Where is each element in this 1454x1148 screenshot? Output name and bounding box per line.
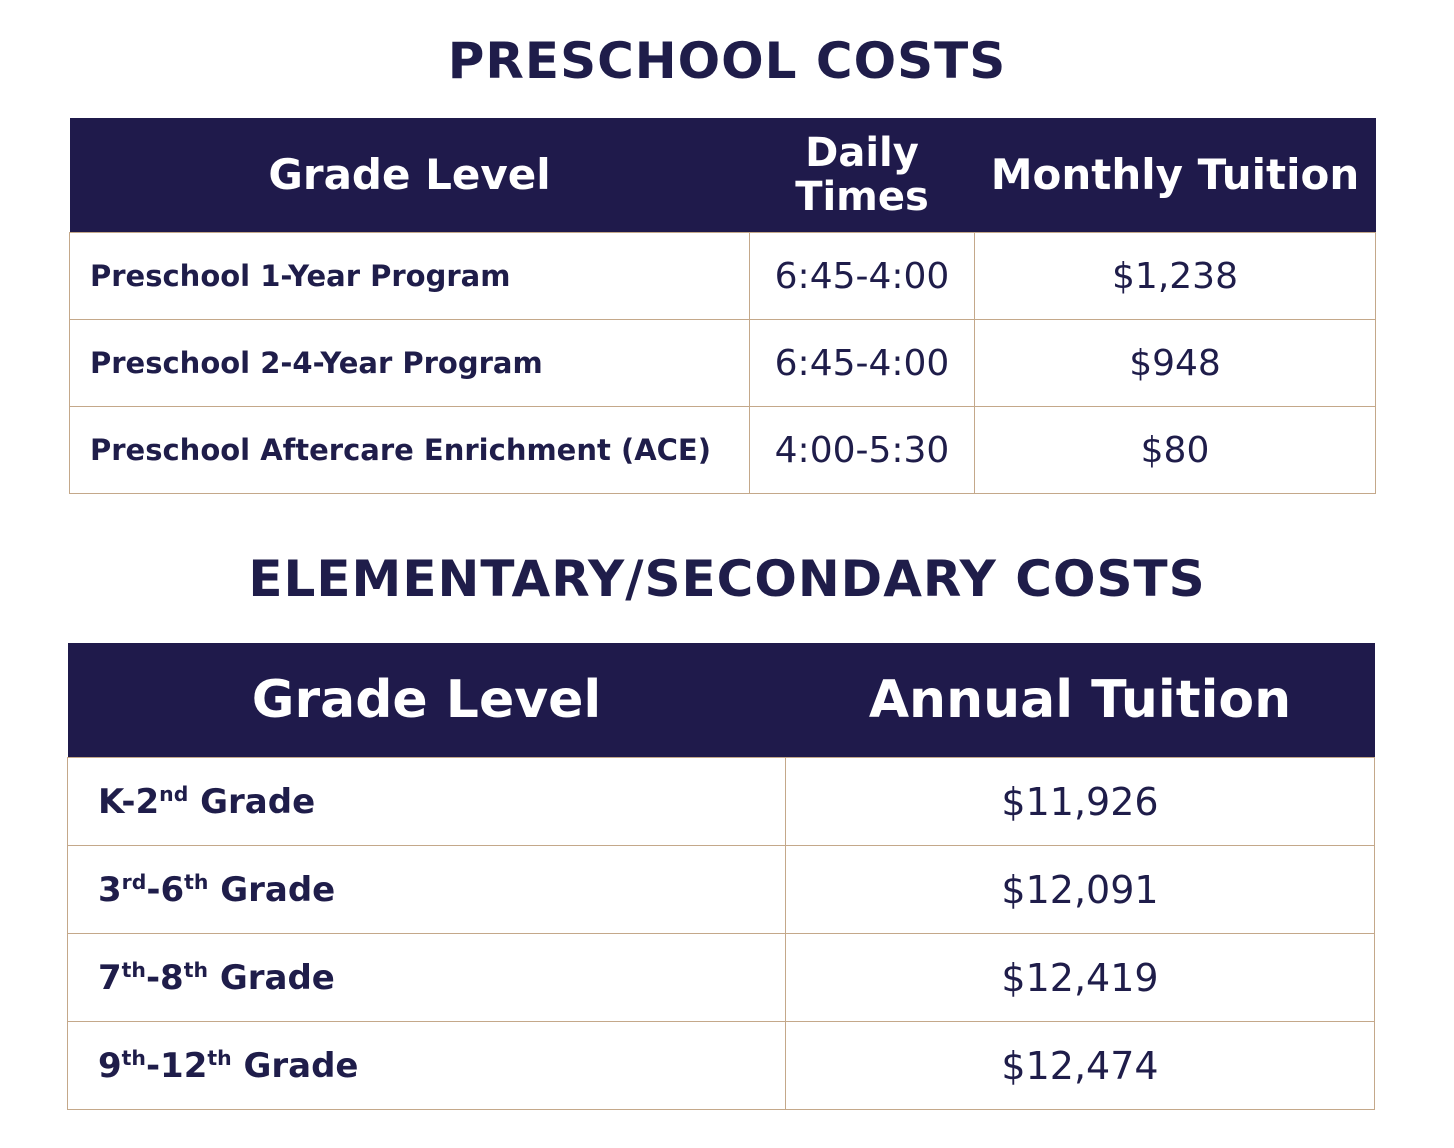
table-row bbox=[70, 233, 1376, 320]
annual-tuition: $12,091 bbox=[786, 846, 1375, 934]
grade-start-ordinal: th bbox=[121, 1045, 146, 1070]
daily-times: 6:45-4:00 bbox=[750, 320, 975, 407]
grade-suffix: Grade bbox=[188, 781, 316, 822]
annual-tuition: $11,926 bbox=[786, 758, 1375, 846]
grade-end-ordinal: th bbox=[183, 957, 208, 982]
annual-tuition: $12,474 bbox=[786, 1022, 1375, 1110]
grade-start-ordinal: rd bbox=[121, 869, 147, 894]
preschool-costs-table bbox=[69, 118, 1376, 494]
monthly-tuition: $80 bbox=[975, 407, 1376, 494]
table-row bbox=[70, 320, 1376, 407]
daily-times-header-line2: Times bbox=[795, 174, 929, 220]
grade-end: -6 bbox=[146, 869, 185, 910]
grade-start: 7 bbox=[98, 957, 122, 998]
program-name: Preschool 1-Year Program bbox=[70, 233, 750, 320]
table-row bbox=[68, 1022, 1375, 1110]
grade-suffix: Grade bbox=[231, 1045, 359, 1086]
grade-range bbox=[68, 846, 786, 934]
grade-start: K-2 bbox=[98, 781, 160, 822]
grade-suffix: Grade bbox=[208, 869, 336, 910]
grade-end: -12 bbox=[145, 1045, 208, 1086]
grade-range bbox=[68, 758, 786, 846]
grade-start-ordinal: th bbox=[121, 957, 146, 982]
grade-level-header: Grade Level bbox=[70, 118, 750, 233]
daily-times-header bbox=[750, 118, 975, 233]
elementary-secondary-costs-title: ELEMENTARY/SECONDARY COSTS bbox=[248, 550, 1206, 608]
table-header-row bbox=[70, 118, 1376, 233]
grade-start: 9 bbox=[98, 1045, 122, 1086]
elementary-secondary-costs-table bbox=[67, 643, 1375, 1110]
grade-end-ordinal: th bbox=[207, 1045, 232, 1070]
grade-start: 3 bbox=[98, 869, 122, 910]
grade-suffix: Grade bbox=[207, 957, 335, 998]
monthly-tuition-header: Monthly Tuition bbox=[975, 118, 1376, 233]
table-row bbox=[68, 846, 1375, 934]
program-name: Preschool Aftercare Enrichment (ACE) bbox=[70, 407, 750, 494]
grade-range bbox=[68, 1022, 786, 1110]
table-row bbox=[70, 407, 1376, 494]
table-row bbox=[68, 934, 1375, 1022]
grade-start-ordinal: nd bbox=[159, 781, 189, 806]
preschool-costs-title: PRESCHOOL COSTS bbox=[447, 32, 1007, 90]
monthly-tuition: $948 bbox=[975, 320, 1376, 407]
grade-end-ordinal: th bbox=[184, 869, 209, 894]
program-name: Preschool 2-4-Year Program bbox=[70, 320, 750, 407]
annual-tuition: $12,419 bbox=[786, 934, 1375, 1022]
grade-range bbox=[68, 934, 786, 1022]
annual-tuition-header: Annual Tuition bbox=[786, 643, 1375, 758]
monthly-tuition: $1,238 bbox=[975, 233, 1376, 320]
table-header-row bbox=[68, 643, 1375, 758]
grade-end: -8 bbox=[145, 957, 184, 998]
daily-times: 6:45-4:00 bbox=[750, 233, 975, 320]
table-row bbox=[68, 758, 1375, 846]
grade-level-header: Grade Level bbox=[68, 643, 786, 758]
daily-times-header-line1: Daily bbox=[805, 130, 919, 176]
daily-times: 4:00-5:30 bbox=[750, 407, 975, 494]
